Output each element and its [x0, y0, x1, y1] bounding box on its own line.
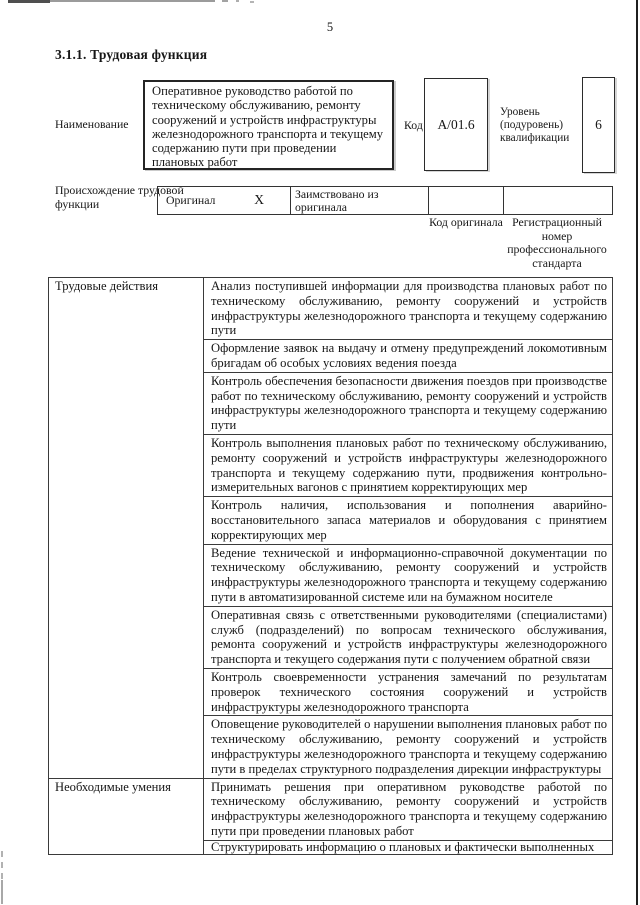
original-label: Оригинал [166, 193, 216, 208]
scan-artifact-top-line-dark [8, 0, 50, 3]
scan-artifact-top-line-light [50, 0, 215, 2]
labor-action-item: Оформление заявок на выдачу и отмену предупреждений локомотивным бригадам об особых условиях ведения поезда [204, 340, 613, 373]
origin-cell-original [158, 187, 291, 215]
origin-cell-borrowed: Заимствовано из оригинала [291, 187, 429, 215]
origin-label: Происхождение трудовой функции [55, 183, 184, 211]
labor-action-item: Контроль выполнения плановых работ по техническому обслуживанию, ремонту сооружений и устройств инфраструктуры железнодорожного транспорта и текущему содержанию пути, продвижения контрольно-измерительных вагонов с принятием корректирующих мер [204, 434, 613, 496]
scan-artifact-left-line [1, 880, 3, 904]
scan-artifact-dot [250, 1, 254, 3]
page-number: 5 [326, 20, 334, 34]
labor-action-item: Оперативная связь с ответственными руководителями (специалистами) служб (подразделений) по вопросам технического обслуживания, ремонта сооружений и устройств инфраструктуры железнодорожного транспорта и текущего содержания пути с получением обратной связи [204, 606, 613, 668]
scan-artifact-dot [236, 0, 239, 2]
section-label-labor-actions: Трудовые действия [49, 278, 204, 779]
function-name-box: Оперативное руководство работой по техническому обслуживанию, ремонту сооружений и устройств инфраструктуры железнодорожного транспорта и текущему содержанию пути при проведении плановых работ [143, 80, 394, 170]
qualification-level-box: 6 [582, 77, 615, 173]
function-code-box: А/01.6 [424, 78, 488, 171]
labor-action-item: Ведение технической и информационно-справочной документации по техническому обслуживанию, ремонту сооружений и устройств инфраструктуры железнодорожного транспорта и текущему содержанию пути в автоматизированной системе или на бумажном носителе [204, 544, 613, 606]
qualification-level-label: Уровень (подуровень) квалификации [500, 106, 570, 144]
labor-action-item: Контроль наличия, использования и пополнения аварийно-восстановительного запаса материалов и оборудования с принятием корректирующих мер [204, 497, 613, 544]
labor-action-item: Контроль обеспечения безопасности движения поездов при производстве работ по техническому обслуживанию, ремонту сооружений и устройств инфраструктуры железнодорожного транспорта и текущему содержанию пути [204, 372, 613, 434]
origin-cell-registration-value [504, 187, 613, 215]
table-row [49, 778, 613, 840]
table-row [49, 278, 613, 340]
name-label: Наименование [55, 117, 129, 131]
scan-artifact-dot [222, 0, 228, 2]
registration-number-label: Регистрационный номер профессионального стандарта [507, 215, 607, 270]
origin-cell-code-value [429, 187, 504, 215]
section-label-required-skills: Необходимые умения [49, 778, 204, 855]
required-skill-item: Структурировать информацию о плановых и фактически выполненных [204, 840, 613, 855]
labor-function-table [48, 277, 613, 855]
labor-action-item: Контроль своевременности устранения замечаний по результатам проверок технического состояния сооружений и устройств инфраструктуры железнодорожного транспорта [204, 668, 613, 715]
scan-artifact-page-edge [636, 0, 638, 905]
scan-artifact-left-dashes [1, 851, 3, 879]
labor-action-item: Оповещение руководителей о нарушении выполнения плановых работ по техническому обслуживанию, ремонту сооружений и устройств инфраструктуры железнодорожного транспорта и текущему содержанию пути в пределах структурного подразделения дирекции инфраструктуры [204, 716, 613, 778]
code-original-label: Код оригинала [429, 215, 503, 229]
section-heading: 3.1.1. Трудовая функция [55, 47, 208, 62]
labor-action-item: Анализ поступившей информации для производства плановых работ по техническому обслуживанию, ремонту сооружений и устройств инфраструктуры железнодорожного транспорта и текущему содержанию пути [204, 278, 613, 340]
original-mark-x: X [254, 192, 264, 208]
required-skill-item: Принимать решения при оперативном руководстве работой по техническому обслуживанию, ремонту сооружений и устройств инфраструктуры железнодорожного транспорта и текущему содержанию пути при проведении плановых работ [204, 778, 613, 840]
origin-table [157, 186, 613, 215]
code-label: Код [404, 118, 423, 132]
